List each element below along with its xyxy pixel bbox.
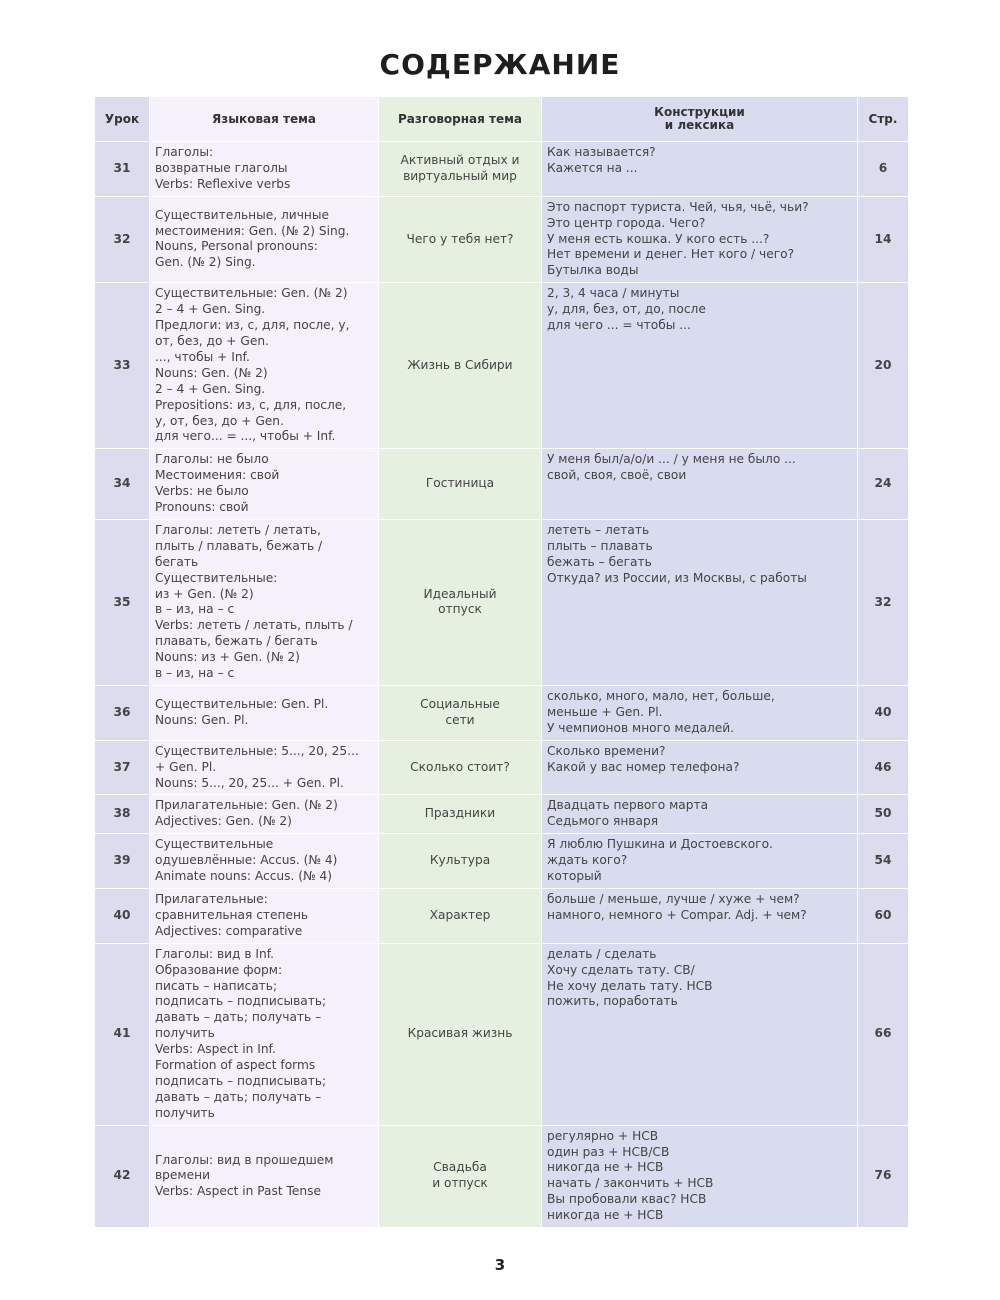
language-topic-line: у, от, без, до + Gen.	[155, 413, 284, 428]
constructions-line: У меня был/а/о/и ... / у меня не было ...	[547, 452, 796, 467]
conversation-topic	[379, 449, 542, 520]
constructions-line: начать / закончить + НСВ	[547, 1176, 714, 1191]
header-constructions-line1: Конструкции	[654, 105, 745, 119]
constructions-line: один раз + НСВ/СВ	[547, 1144, 670, 1159]
lesson-number: 35	[95, 519, 150, 685]
constructions	[542, 1125, 858, 1227]
constructions	[542, 519, 858, 685]
header-constructions	[542, 97, 858, 142]
constructions-line: свой, своя, своё, свои	[547, 468, 687, 483]
language-topic	[150, 740, 379, 795]
language-topic-line: Глаголы: не было	[155, 452, 269, 467]
language-topic-line: Местоимения: свой	[155, 468, 280, 483]
language-topic-line: от, без, до + Gen.	[155, 333, 269, 348]
conversation-topic-line: Характер	[429, 907, 491, 922]
language-topic-line: Verbs: не было	[155, 484, 249, 499]
conversation-topic	[379, 142, 542, 197]
lesson-number: 36	[95, 686, 150, 741]
constructions	[542, 740, 858, 795]
conversation-topic	[379, 888, 542, 943]
language-topic-line: Глаголы: вид в прошедшем	[155, 1152, 334, 1167]
lesson-row	[95, 834, 909, 889]
language-topic-line: Verbs: Aspect in Inf.	[155, 1042, 276, 1057]
constructions-line: для чего ... = чтобы ...	[547, 318, 691, 333]
language-topic	[150, 686, 379, 741]
lesson-row	[95, 740, 909, 795]
language-topic-line: для чего... = ..., чтобы + Inf.	[155, 429, 336, 444]
constructions-line: никогда не + НСВ	[547, 1208, 664, 1223]
conversation-topic-line: сети	[445, 712, 475, 727]
constructions	[542, 888, 858, 943]
conversation-topic	[379, 834, 542, 889]
page-ref: 60	[858, 888, 909, 943]
constructions-line: больше / меньше, лучше / хуже + чем?	[547, 891, 800, 906]
language-topic-line: Существительные: Gen. (№ 2)	[155, 286, 348, 301]
constructions-line: Кажется на ...	[547, 160, 638, 175]
conversation-topic-line: Красивая жизнь	[407, 1026, 513, 1041]
constructions-line: Какой у вас номер телефона?	[547, 759, 740, 774]
page-ref: 6	[858, 142, 909, 197]
lesson-row	[95, 888, 909, 943]
constructions-line: никогда не + НСВ	[547, 1160, 664, 1175]
conversation-topic	[379, 943, 542, 1125]
language-topic-line: Verbs: Aspect in Past Tense	[155, 1184, 321, 1199]
language-topic-line: Nouns: Gen. (№ 2)	[155, 365, 268, 380]
constructions-line: Седьмого января	[547, 814, 659, 829]
constructions-line: Как называется?	[547, 145, 656, 159]
language-topic-line: времени	[155, 1168, 210, 1183]
constructions-line: который	[547, 869, 602, 884]
lesson-number: 33	[95, 283, 150, 449]
constructions-line: лететь – летать	[547, 522, 650, 537]
constructions	[542, 943, 858, 1125]
conversation-topic-line: отпуск	[438, 602, 482, 617]
language-topic	[150, 834, 379, 889]
constructions-line: Не хочу делать тату. НСВ	[547, 978, 713, 993]
language-topic-line: Прилагательные: Gen. (№ 2)	[155, 798, 338, 813]
language-topic	[150, 519, 379, 685]
conversation-topic-line: Свадьба	[433, 1160, 487, 1175]
constructions-line: Сколько времени?	[547, 743, 666, 758]
header-constructions-line2: и лексика	[664, 118, 735, 132]
lesson-number: 40	[95, 888, 150, 943]
constructions	[542, 834, 858, 889]
language-topic-line: в – из, на – с	[155, 602, 235, 617]
conversation-topic-line: Культура	[429, 853, 491, 868]
language-topic-line: Глаголы:	[155, 145, 214, 159]
conversation-topic	[379, 196, 542, 283]
language-topic-line: подписать – подписывать;	[155, 994, 327, 1009]
language-topic-line: местоимения: Gen. (№ 2) Sing.	[155, 223, 350, 238]
conversation-topic	[379, 1125, 542, 1227]
language-topic-line: в – из, на – с	[155, 666, 235, 681]
language-topic-line: писать – написать;	[155, 978, 278, 993]
constructions-line: плыть – плавать	[547, 538, 653, 553]
language-topic-line: одушевлённые: Accus. (№ 4)	[155, 853, 338, 868]
constructions-line: 2, 3, 4 часа / минуты	[547, 286, 680, 301]
page-ref: 76	[858, 1125, 909, 1227]
constructions-line: Это центр города. Чего?	[547, 215, 706, 230]
page-title: СОДЕРЖАНИЕ	[379, 48, 621, 81]
lesson-row	[95, 519, 909, 685]
header-page: Стр.	[858, 97, 909, 142]
constructions-line: Я люблю Пушкина и Достоевского.	[547, 837, 773, 852]
language-topic-line: Существительные:	[155, 570, 278, 585]
constructions-line: меньше + Gen. Pl.	[547, 704, 663, 719]
constructions-line: Это паспорт туриста. Чей, чья, чьё, чьи?	[547, 199, 809, 214]
page-ref: 32	[858, 519, 909, 685]
lesson-number: 34	[95, 449, 150, 520]
conversation-topic-line: Чего у тебя нет?	[406, 231, 514, 246]
constructions-line: сколько, много, мало, нет, больше,	[547, 689, 775, 703]
page-ref: 54	[858, 834, 909, 889]
page-ref: 20	[858, 283, 909, 449]
constructions-line: у, для, без, от, до, после	[547, 302, 706, 317]
language-topic	[150, 196, 379, 283]
language-topic	[150, 283, 379, 449]
conversation-topic	[379, 795, 542, 834]
language-topic-line: Verbs: Reflexive verbs	[155, 176, 291, 191]
constructions-line: бежать – бегать	[547, 554, 652, 569]
page-ref: 40	[858, 686, 909, 741]
conversation-topic-line: Жизнь в Сибири	[407, 357, 513, 372]
language-topic-line: Adjectives: comparative	[155, 923, 303, 938]
language-topic-line: Глаголы: лететь / летать,	[155, 522, 321, 537]
conversation-topic-line: виртуальный мир	[403, 168, 517, 183]
constructions	[542, 283, 858, 449]
page-ref: 24	[858, 449, 909, 520]
language-topic-line: Существительные, личные	[155, 207, 330, 222]
language-topic-line: возвратные глаголы	[155, 160, 288, 175]
language-topic-line: Существительные: Gen. Pl.	[155, 696, 329, 711]
lesson-number: 42	[95, 1125, 150, 1227]
conversation-topic-line: и отпуск	[432, 1176, 488, 1191]
lesson-row	[95, 1125, 909, 1227]
constructions	[542, 795, 858, 834]
header-row	[95, 97, 909, 142]
language-topic-line: Nouns: из + Gen. (№ 2)	[155, 650, 300, 665]
lesson-row	[95, 196, 909, 283]
lesson-row	[95, 449, 909, 520]
conversation-topic-line: Идеальный	[423, 586, 497, 601]
language-topic-line: подписать – подписывать;	[155, 1073, 327, 1088]
contents-table	[94, 96, 909, 1228]
constructions-line: Хочу сделать тату. СВ/	[547, 962, 695, 977]
page-ref: 46	[858, 740, 909, 795]
header-language-topic: Языковая тема	[150, 97, 379, 142]
language-topic	[150, 449, 379, 520]
lesson-row	[95, 142, 909, 197]
language-topic	[150, 795, 379, 834]
conversation-topic	[379, 519, 542, 685]
constructions	[542, 686, 858, 741]
page-ref: 14	[858, 196, 909, 283]
constructions-line: Двадцать первого марта	[547, 798, 709, 813]
lesson-row	[95, 943, 909, 1125]
constructions-line: намного, немного + Compar. Adj. + чем?	[547, 907, 807, 922]
language-topic-line: Formation of aspect forms	[155, 1058, 316, 1073]
language-topic-line: Существительные: 5..., 20, 25...	[155, 743, 359, 758]
lesson-number: 38	[95, 795, 150, 834]
page-number: 3	[494, 1256, 506, 1274]
conversation-topic	[379, 283, 542, 449]
lesson-number: 37	[95, 740, 150, 795]
constructions-line: ждать кого?	[547, 853, 628, 868]
conversation-topic-line: Социальные	[420, 696, 500, 711]
language-topic-line: Существительные	[155, 837, 274, 852]
conversation-topic	[379, 740, 542, 795]
constructions-line: Нет времени и денег. Нет кого / чего?	[547, 247, 795, 262]
language-topic-line: + Gen. Pl.	[155, 759, 217, 774]
constructions-line: пожить, поработать	[547, 994, 678, 1009]
language-topic-line: Прилагательные:	[155, 891, 268, 906]
language-topic-line: Verbs: лететь / летать, плыть /	[155, 618, 353, 633]
header-conversation-topic: Разговорная тема	[379, 97, 542, 142]
language-topic-line: Prepositions: из, с, для, после,	[155, 397, 347, 412]
conversation-topic-line: Праздники	[424, 806, 496, 821]
constructions	[542, 449, 858, 520]
lesson-number: 39	[95, 834, 150, 889]
conversation-topic-line: Активный отдых и	[400, 152, 520, 167]
constructions-line: Бутылка воды	[547, 263, 639, 278]
language-topic-line: получить	[155, 1026, 215, 1041]
constructions-line: Вы пробовали квас? НСВ	[547, 1192, 707, 1207]
header-lesson: Урок	[95, 97, 150, 142]
constructions-line: У чемпионов много медалей.	[547, 720, 735, 735]
conversation-topic-line: Гостиница	[425, 476, 495, 491]
language-topic-line: бегать	[155, 554, 199, 569]
lesson-row	[95, 686, 909, 741]
language-topic-line: давать – дать; получать –	[155, 1089, 322, 1104]
language-topic-line: Animate nouns: Accus. (№ 4)	[155, 869, 333, 884]
conversation-topic	[379, 686, 542, 741]
language-topic-line: давать – дать; получать –	[155, 1010, 322, 1025]
constructions-line: У меня есть кошка. У кого есть ...?	[547, 231, 770, 246]
lesson-number: 41	[95, 943, 150, 1125]
language-topic-line: Предлоги: из, с, для, после, у,	[155, 318, 350, 333]
language-topic	[150, 142, 379, 197]
language-topic-line: Nouns: Gen. Pl.	[155, 712, 249, 727]
constructions-line: Откуда? из России, из Москвы, с работы	[547, 570, 807, 585]
language-topic-line: Gen. (№ 2) Sing.	[155, 255, 256, 270]
language-topic-line: сравнительная степень	[155, 907, 309, 922]
constructions-line: делать / сделать	[547, 946, 657, 961]
contents-body	[95, 142, 909, 1228]
language-topic-line: плавать, бежать / бегать	[155, 634, 318, 649]
language-topic-line: из + Gen. (№ 2)	[155, 586, 254, 601]
language-topic-line: Nouns, Personal pronouns:	[155, 239, 318, 254]
language-topic-line: 2 – 4 + Gen. Sing.	[155, 381, 266, 396]
language-topic-line: ..., чтобы + Inf.	[155, 349, 250, 364]
lesson-row	[95, 795, 909, 834]
language-topic-line: получить	[155, 1105, 215, 1120]
lesson-number: 32	[95, 196, 150, 283]
language-topic-line: Образование форм:	[155, 962, 283, 977]
constructions-line: регулярно + НСВ	[547, 1128, 659, 1143]
language-topic-line: Pronouns: свой	[155, 500, 249, 515]
language-topic-line: Глаголы: вид в Inf.	[155, 946, 274, 961]
language-topic	[150, 943, 379, 1125]
lesson-row	[95, 283, 909, 449]
language-topic-line: плыть / плавать, бежать /	[155, 538, 323, 553]
language-topic-line: Adjectives: Gen. (№ 2)	[155, 814, 292, 829]
language-topic-line: 2 – 4 + Gen. Sing.	[155, 302, 266, 317]
lesson-number: 31	[95, 142, 150, 197]
constructions	[542, 142, 858, 197]
page-ref: 66	[858, 943, 909, 1125]
constructions	[542, 196, 858, 283]
conversation-topic-line: Сколько стоит?	[410, 759, 510, 774]
language-topic	[150, 1125, 379, 1227]
language-topic-line: Nouns: 5..., 20, 25... + Gen. Pl.	[155, 775, 344, 790]
language-topic	[150, 888, 379, 943]
page-ref: 50	[858, 795, 909, 834]
